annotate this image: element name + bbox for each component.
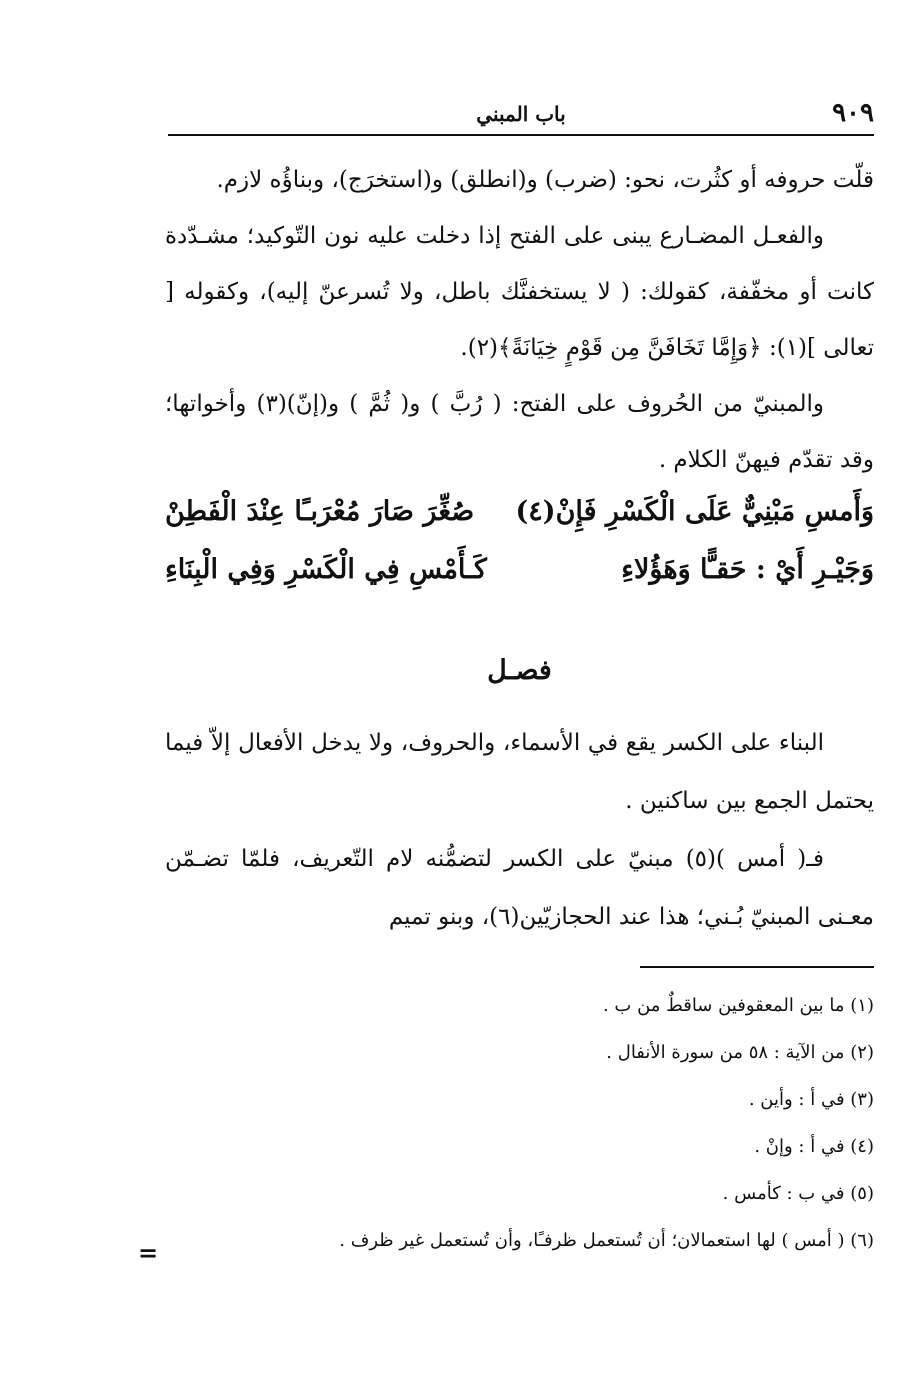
- page-number: ٩٠٩: [832, 98, 874, 128]
- footnote: (٢) من الآية : ٥٨ من سورة الأنفال .: [606, 1042, 874, 1063]
- poem-verses: [165, 496, 874, 612]
- verse-second-hemistich: كَـأَمْسِ فِي الْكَسْرِ وَفِي الْبِنَاءِ: [165, 554, 487, 585]
- verse-line: [165, 554, 874, 612]
- continuation-mark: =: [138, 1238, 159, 1267]
- paragraph: والمبنيّ من الحُروف على الفتح: ( رُبَّ ) و( ثُمَّ ) و(إنّ)(٣) وأخواتها؛ وقد تقدّم فيهنّ الكلام .: [165, 391, 874, 473]
- footnotes: [165, 982, 874, 1264]
- verse-first-hemistich: وَأَمسِ مَبْنِيٌّ عَلَى الْكَسْرِ فَإِنْ(٤): [515, 496, 874, 527]
- paragraph: قلّت حروفه أو كثُرت، نحو: (ضرب) و(انطلق) و(استخرَج)، وبناؤُه لازم.: [216, 167, 874, 193]
- running-title: باب المبني: [476, 102, 566, 126]
- footnote: (٥) في ب : كأمس .: [722, 1183, 874, 1204]
- verse-line: [165, 496, 874, 554]
- footnote-separator: [640, 966, 874, 968]
- paragraph: والفعـل المضـارع يبنى على الفتح إذا دخلت عليه نون التّوكيد؛ مشـدّدة كانت أو مخفّفة، كقولك: ( لا يستخفنَّك باطل، ولا تُسرعنّ إليه)، وكقوله [ تعالى ](١): ﴿وَإِمَّا تَخَافَنَّ مِن قَوْمٍ خِيَانَةً﴾(٢).: [165, 223, 874, 361]
- paragraph: البناء على الكسر يقع في الأسماء، والحروف، ولا يدخل الأفعال إلاّ فيما يحتمل الجمع بين ساكنين .: [165, 730, 874, 814]
- page-header: [168, 98, 874, 136]
- footnote: (٣) في أ : وأين .: [748, 1089, 874, 1110]
- footnote: (١) ما بين المعقوفين ساقطٌ من ب .: [602, 995, 874, 1016]
- footnote: (٦) ( أمس ) لها استعمالان؛ أن تُستعمل ظرفـًا، وأن تُستعمل غير ظرف .: [339, 1230, 874, 1251]
- section-heading: فصـل: [487, 655, 552, 686]
- main-text: [165, 152, 874, 488]
- verse-first-hemistich: وَجَيْـرِ أَيْ : حَقـًّا وَهَؤُلاءِ: [621, 554, 874, 585]
- verse-second-hemistich: صُغِّرَ صَارَ مُعْرَبـًا عِنْدَ الْفَطِنْ: [165, 496, 475, 527]
- section-text: [165, 714, 874, 946]
- paragraph: فـ( أمس )(٥) مبنيّ على الكسر لتضمُّنه لام التّعريف، فلمّا تضـمّن معـنى المبنيّ بُـني؛ هذا عند الحجازيّين(٦)، وبنو تميم: [165, 846, 874, 930]
- footnote: (٤) في أ : وإنْ .: [754, 1136, 874, 1157]
